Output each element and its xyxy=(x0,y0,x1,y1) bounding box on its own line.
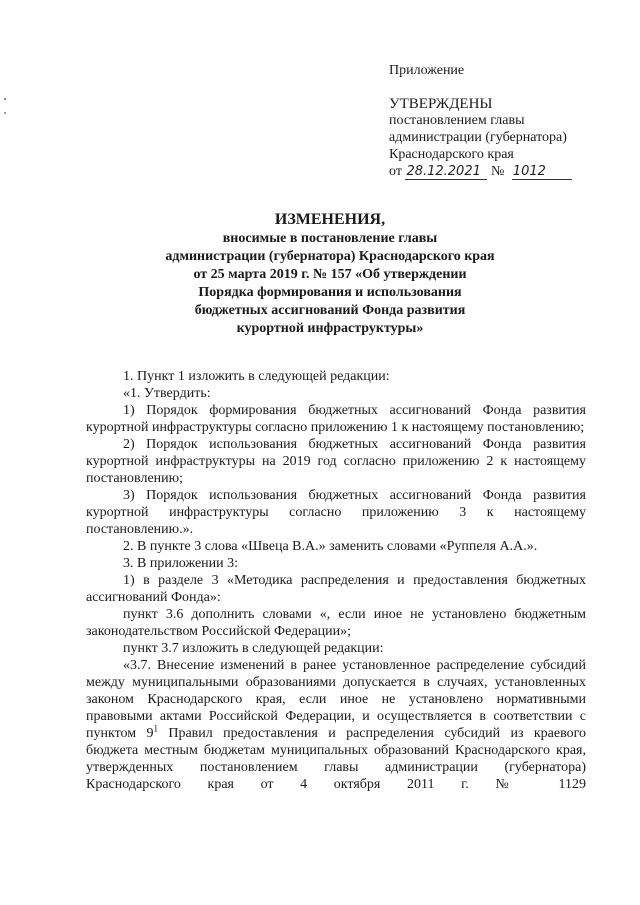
approval-line-1: постановлением главы xyxy=(389,113,525,128)
paragraph xyxy=(86,657,586,793)
approval-line-3: Краснодарского края xyxy=(389,147,514,162)
title-line: курортной инфраструктуры» xyxy=(236,321,424,336)
title-line: администрации (губернатора) Краснодарского края xyxy=(165,249,495,264)
decree-date-line xyxy=(389,164,572,180)
title-line: бюджетных ассигнований Фонда развития xyxy=(194,303,466,318)
approval-line-2: администрации (губернатора) xyxy=(389,130,567,145)
title-line: вносимые в постановление главы xyxy=(222,231,438,246)
paragraph-text: Правил предоставления и распределения субсидий из краевого бюджета местным бюджетам муниципальных образований Краснодарского края, утвержденных постановлением главы администрации (губернатора) Краснодарского края от 4 октября 2011 г. № 1129 xyxy=(86,726,586,792)
title-main: ИЗМЕНЕНИЯ, xyxy=(274,211,386,228)
approved-label: УТВЕРЖДЕНЫ xyxy=(389,96,493,112)
number-sign: № xyxy=(490,164,505,179)
appendix-label: Приложение xyxy=(389,63,465,78)
handwritten-date: 28.12.2021 xyxy=(405,164,487,180)
scan-mark xyxy=(4,98,6,100)
paragraph: «1. Утвердить: xyxy=(123,386,211,401)
paragraph: 3. В приложении 3: xyxy=(123,556,239,571)
paragraph: 1. Пункт 1 изложить в следующей редакции: xyxy=(123,369,390,384)
paragraph: 1) Порядок формирования бюджетных ассигнований Фонда развития курортной инфраструктуры согласно приложению 1 к настоящему постановлению; xyxy=(86,403,586,435)
paragraph: пункт 3.7 изложить в следующей редакции: xyxy=(123,641,384,656)
paragraph: 2) Порядок использования бюджетных ассигнований Фонда развития курортной инфраструктуры на 2019 год согласно приложению 2 к настоящему постановлению; xyxy=(86,437,586,486)
document-title xyxy=(120,210,540,338)
paragraph: 2. В пункте 3 слова «Швеца В.А.» заменить словами «Руппеля А.А.». xyxy=(123,539,538,554)
superscript: 1 xyxy=(153,723,158,734)
paragraph: пункт 3.6 дополнить словами «, если иное не установлено бюджетным законодательством Российской Федерации»; xyxy=(86,607,586,639)
title-line: Порядка формирования и использования xyxy=(198,285,462,300)
from-prefix: от xyxy=(389,164,402,179)
document-body xyxy=(86,368,586,793)
title-line: от 25 марта 2019 г. № 157 «Об утверждении xyxy=(193,267,467,282)
paragraph: 1) в разделе 3 «Методика распределения и предоставления бюджетных ассигнований Фонда»: xyxy=(86,573,586,605)
scan-mark xyxy=(4,112,6,114)
handwritten-number: 1012 xyxy=(512,164,572,180)
paragraph-text: «3.7. Внесение изменений в ранее установленное распределение субсидий между муниципальными образованиями допускается в случаях, установленных законом Краснодарского края, если иное не установлено нормативными правовыми актами Российской Федерации, и осуществляется в соответствии с пунктом 9 xyxy=(86,658,586,741)
paragraph: 3) Порядок использования бюджетных ассигнований Фонда развития курортной инфраструктуры согласно приложению 3 к настоящему постановлению.». xyxy=(86,488,586,537)
